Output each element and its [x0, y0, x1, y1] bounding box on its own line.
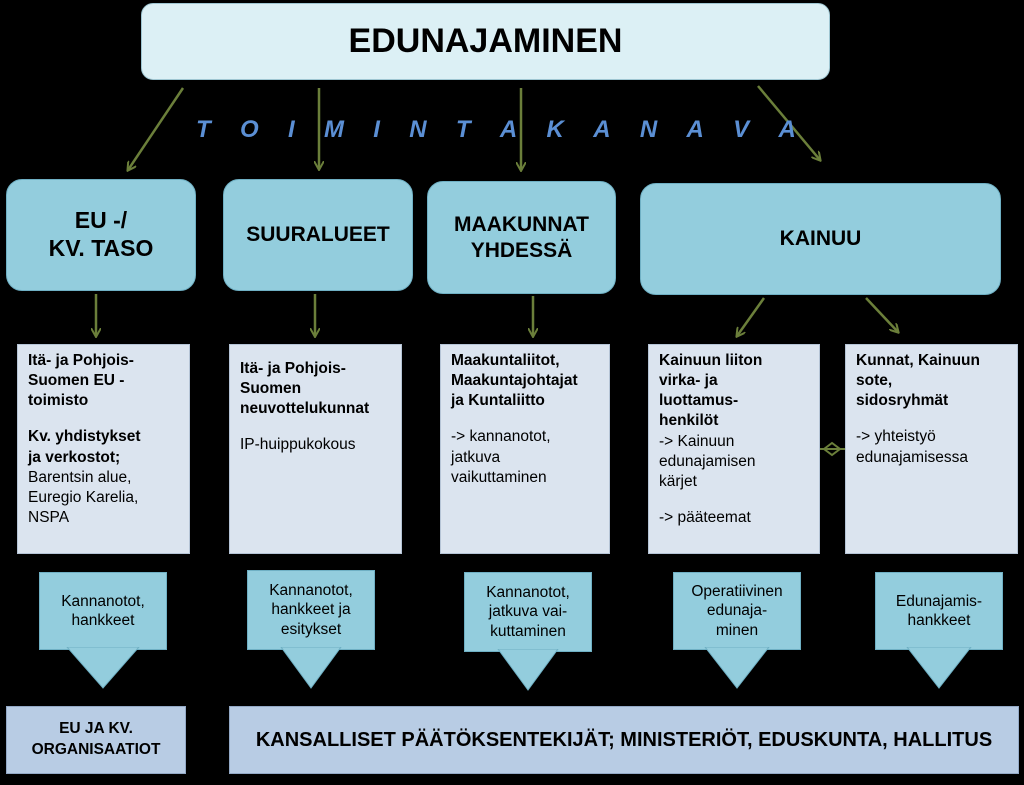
channel-letter: I: [373, 116, 380, 143]
arrow-title-to-eu: [128, 88, 183, 170]
arrow-kainuu-to-kunnat: [866, 298, 898, 332]
down-arrow-icon: [464, 649, 592, 692]
level-maakunnat: MAAKUNNAT YHDESSÄ: [427, 181, 616, 294]
channel-letter: N: [639, 116, 658, 143]
level-eu-kv: EU -/ KV. TASO: [6, 179, 196, 291]
channel-letter: M: [323, 116, 344, 143]
channel-letter: I: [287, 116, 295, 143]
down-arrow-icon: [673, 647, 801, 690]
down-arrow-icon: [39, 647, 167, 690]
channel-label: [196, 110, 796, 150]
down-arrow-icon: [875, 647, 1003, 690]
level-kainuu: KAINUU: [640, 183, 1001, 295]
channel-letter: A: [778, 116, 796, 143]
card-suuralueet: [229, 344, 402, 554]
card-eu-office: Itä- ja Pohjois- Suomen EU - toimisto: [28, 352, 134, 410]
card-kunnat-text: -> yhteistyö edunajamisessa: [856, 428, 969, 466]
card-kunnat-title: Kunnat, Kainuun sote, sidosryhmät: [856, 352, 980, 410]
card-eu: [17, 344, 190, 554]
card-eu-networks: Kv. yhdistykset ja verkostot;: [28, 428, 141, 466]
channel-letter: T: [455, 116, 471, 143]
level-suuralueet: SUURALUEET: [223, 179, 413, 291]
output-arrow-eu: Kannanotot, hankkeet: [39, 572, 167, 690]
channel-letter: T: [196, 116, 211, 143]
card-suuralueet-text: IP-huippukokous: [240, 436, 356, 454]
bottom-eu-organisations: EU JA KV. ORGANISAATIOT: [6, 706, 186, 774]
card-maakunnat-text: -> kannanotot, jatkuva vaikuttaminen: [451, 428, 551, 486]
channel-letter: A: [686, 116, 704, 143]
card-kainuun-liitto-text: -> Kainuun edunajamisen kärjet: [659, 432, 756, 490]
card-kainuun-liitto-themes: -> pääteemat: [659, 508, 751, 526]
diagram-title: EDUNAJAMINEN: [141, 3, 830, 80]
card-kainuun-liitto: [648, 344, 820, 554]
channel-letter: O: [239, 116, 259, 143]
card-eu-network-list: Barentsin alue, Euregio Karelia, NSPA: [28, 468, 139, 526]
channel-letter: K: [546, 116, 564, 143]
channel-letter: A: [593, 116, 611, 143]
channel-letter: N: [409, 116, 427, 143]
bottom-national-decision-makers: KANSALLISET PÄÄTÖKSENTEKIJÄT; MINISTERIÖT, EDUSKUNTA, HALLITUS: [229, 706, 1019, 774]
card-kunnat: [845, 344, 1018, 554]
output-arrow-kunnat: Edunajamis- hankkeet: [875, 572, 1003, 690]
arrow-kainuu-to-liitto: [737, 298, 764, 336]
output-arrow-suuralueet: Kannanotot, hankkeet ja esitykset: [247, 570, 375, 690]
link-liitto-kunnat: [820, 443, 845, 455]
card-maakunnat-title: Maakuntaliitot, Maakuntajohtajat ja Kuntaliitto: [451, 352, 578, 410]
channel-letter: A: [499, 116, 518, 143]
card-maakunnat: [440, 344, 610, 554]
card-kainuun-liitto-title: Kainuun liiton virka- ja luottamus- henkilöt: [659, 352, 763, 430]
down-arrow-icon: [247, 647, 375, 690]
output-arrow-kainuun-liitto: Operatiivinen edunaja- minen: [673, 572, 801, 690]
card-suuralueet-title: Itä- ja Pohjois- Suomen neuvottelukunnat: [240, 360, 370, 418]
channel-letter: V: [733, 116, 750, 143]
output-arrow-maakunnat: Kannanotot, jatkuva vai- kuttaminen: [464, 572, 592, 692]
